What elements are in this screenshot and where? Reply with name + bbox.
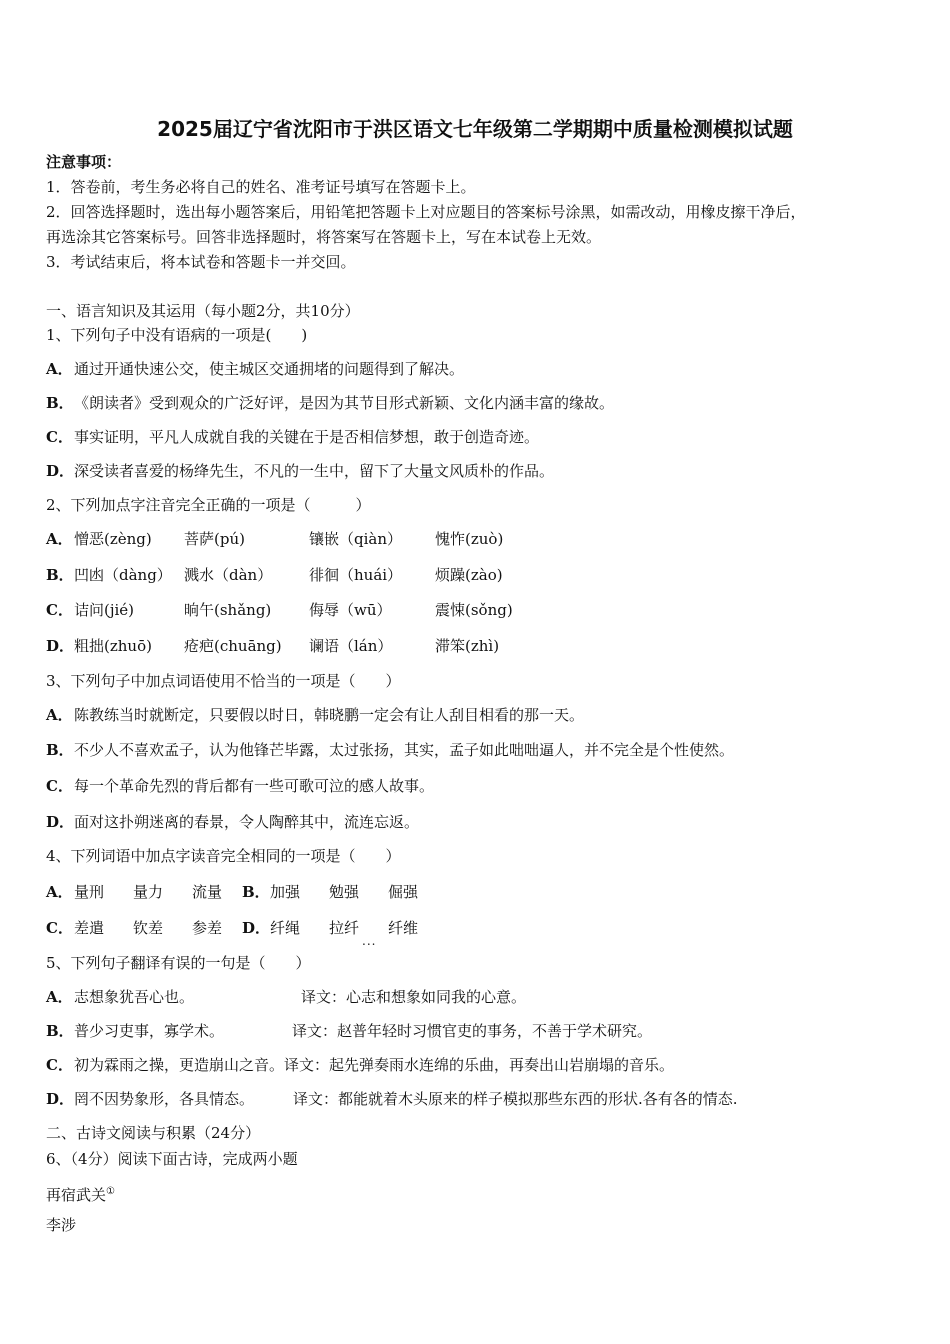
word-item: 纤维: [388, 919, 419, 937]
word-item: 量力: [133, 883, 164, 901]
option-label: C．: [46, 919, 73, 937]
q2-row-c: [46, 600, 74, 620]
q2-stem: 2、下列加点字注音完全正确的一项是（ ）: [46, 496, 371, 514]
poem-title: 再宿武关①: [46, 1186, 115, 1204]
pinyin-item: 憎恶(zèng): [74, 530, 152, 548]
option-label: D．: [46, 813, 75, 831]
translation-text: 译文：都能就着木头原来的样子模拟那些东西的形状.各有各的情态.: [293, 1090, 738, 1108]
pinyin-item: 徘徊（huái）: [309, 566, 403, 584]
poem-author: 李涉: [46, 1216, 77, 1234]
option-label: A．: [46, 706, 73, 724]
option-label: C．: [46, 777, 73, 795]
q1-option-b: [46, 393, 614, 413]
option-label: B．: [46, 566, 74, 584]
q1-option-c: [46, 427, 539, 447]
q5-option-d: [46, 1089, 254, 1109]
q6-stem: 6、（4分）阅读下面古诗，完成两小题: [46, 1150, 298, 1168]
option-label: B．: [46, 741, 74, 759]
q5-stem: 5、下列句子翻译有误的一句是（ ）: [46, 954, 311, 972]
option-label: C．: [46, 1056, 73, 1074]
notice-item: 2．回答选择题时，选出每小题答案后，用铅笔把答题卡上对应题目的答案标号涂黑，如需改动，用橡皮擦干净后，: [46, 203, 806, 221]
q1-stem: 1、下列句子中没有语病的一项是( ): [46, 326, 308, 344]
option-text: 普少习吏事，寡学术。: [74, 1022, 225, 1040]
emphasis-dots: ...: [362, 934, 377, 948]
option-label: C．: [46, 428, 73, 446]
option-label: A．: [46, 530, 73, 548]
q4-stem: 4、下列词语中加点字读音完全相同的一项是（ ）: [46, 847, 401, 865]
q3-option-b: [46, 740, 734, 760]
option-label: D．: [46, 462, 75, 480]
option-text: 深受读者喜爱的杨绛先生，不凡的一生中，留下了大量文风质朴的作品。: [74, 462, 555, 480]
pinyin-item: 诘问(jié): [74, 601, 135, 619]
q4-row-ab: [46, 882, 74, 902]
word-item: 加强: [270, 883, 301, 901]
option-text: 陈教练当时就断定，只要假以时日，韩晓鹏一定会有让人刮目相看的那一天。: [74, 706, 585, 724]
q2-row-d: [46, 636, 74, 656]
page-title: 2025届辽宁省沈阳市于洪区语文七年级第二学期期中质量检测模拟试题: [157, 117, 793, 141]
q1-option-d: [46, 461, 554, 481]
q5-option-b: [46, 1021, 224, 1041]
pinyin-item: 震悚(sǒng): [435, 601, 513, 619]
option-label: B．: [242, 883, 270, 901]
q3-option-a: [46, 705, 584, 725]
option-text: 《朗读者》受到观众的广泛好评，是因为其节目形式新颖、文化内涵丰富的缘故。: [74, 394, 615, 412]
option-text: 志想象犹吾心也。: [74, 988, 195, 1006]
notice-item: 再选涂其它答案标号。回答非选择题时，将答案写在答题卡上，写在本试卷上无效。: [46, 228, 602, 246]
pinyin-item: 凹凼（dàng）: [74, 566, 172, 584]
q3-stem: 3、下列句子中加点词语使用不恰当的一项是（ ）: [46, 672, 401, 690]
option-label: B．: [46, 394, 74, 412]
q1-option-a: [46, 359, 464, 379]
option-text: 通过开通快速公交，使主城区交通拥堵的问题得到了解决。: [74, 360, 465, 378]
pinyin-item: 疮疤(chuāng): [184, 637, 282, 655]
option-label: C．: [46, 601, 73, 619]
word-item: 钦差: [133, 919, 164, 937]
option-label: D．: [46, 1090, 75, 1108]
q3-option-c: [46, 776, 434, 796]
pinyin-item: 愧怍(zuò): [435, 530, 504, 548]
word-item: 量刑: [74, 883, 105, 901]
section1-heading: 一、语言知识及其运用（每小题2分，共10分）: [46, 302, 360, 320]
pinyin-item: 晌午(shǎng): [184, 601, 272, 619]
pinyin-item: 粗拙(zhuō): [74, 637, 152, 655]
option-text: 罔不因势象形，各具情态。: [74, 1090, 255, 1108]
q2-row-b: [46, 565, 74, 585]
notice-item: 3．考试结束后，将本试卷和答题卡一并交回。: [46, 253, 356, 271]
pinyin-item: 谰语（lán）: [309, 637, 393, 655]
footnote-marker: ①: [106, 1186, 115, 1197]
option-label: D．: [242, 919, 271, 937]
section2-heading: 二、古诗文阅读与积累（24分）: [46, 1124, 261, 1142]
word-item: 倔强: [388, 883, 419, 901]
option-label: B．: [46, 1022, 74, 1040]
option-text: 事实证明，平凡人成就自我的关键在于是否相信梦想，敢于创造奇迹。: [74, 428, 540, 446]
word-item: 流量: [192, 883, 223, 901]
word-item: 参差: [192, 919, 223, 937]
notice-item: 1．答卷前，考生务必将自己的姓名、准考证号填写在答题卡上。: [46, 178, 476, 196]
word-item: 勉强: [329, 883, 360, 901]
pinyin-item: 镶嵌（qiàn）: [309, 530, 403, 548]
option-text: 面对这扑朔迷离的春景，令人陶醉其中，流连忘返。: [74, 813, 420, 831]
q5-option-c: [46, 1055, 674, 1075]
notice-heading: 注意事项：: [46, 153, 122, 171]
q3-option-d: [46, 812, 419, 832]
option-label: A．: [46, 988, 73, 1006]
pinyin-item: 烦躁(zào): [435, 566, 503, 584]
option-label: D．: [46, 637, 75, 655]
pinyin-item: 滞笨(zhì): [435, 637, 500, 655]
translation-text: 译文：心志和想象如同我的心意。: [301, 988, 527, 1006]
q2-row-a: [46, 529, 74, 549]
translation-text: 译文：起先弹奏雨水连绵的乐曲，再奏出山岩崩塌的音乐。: [284, 1056, 675, 1074]
option-label: A．: [46, 360, 73, 378]
option-label: A．: [46, 883, 73, 901]
option-text: 初为霖雨之操，更造崩山之音。: [74, 1056, 285, 1074]
word-item: 拉纤: [329, 919, 360, 937]
option-text: 每一个革命先烈的背后都有一些可歌可泣的感人故事。: [74, 777, 435, 795]
option-text: 不少人不喜欢孟子，认为他锋芒毕露，太过张扬，其实，孟子如此咄咄逼人，并不完全是个性使然。: [74, 741, 735, 759]
pinyin-item: 侮辱（wū）: [309, 601, 392, 619]
word-item: 差遣: [74, 919, 105, 937]
pinyin-item: 菩萨(pú): [184, 530, 245, 548]
word-item: 纤绳: [270, 919, 301, 937]
q4-row-cd: [46, 918, 74, 938]
q5-option-a: [46, 987, 194, 1007]
translation-text: 译文：赵普年轻时习惯官吏的事务，不善于学术研究。: [292, 1022, 653, 1040]
pinyin-item: 溅水（dàn）: [184, 566, 273, 584]
